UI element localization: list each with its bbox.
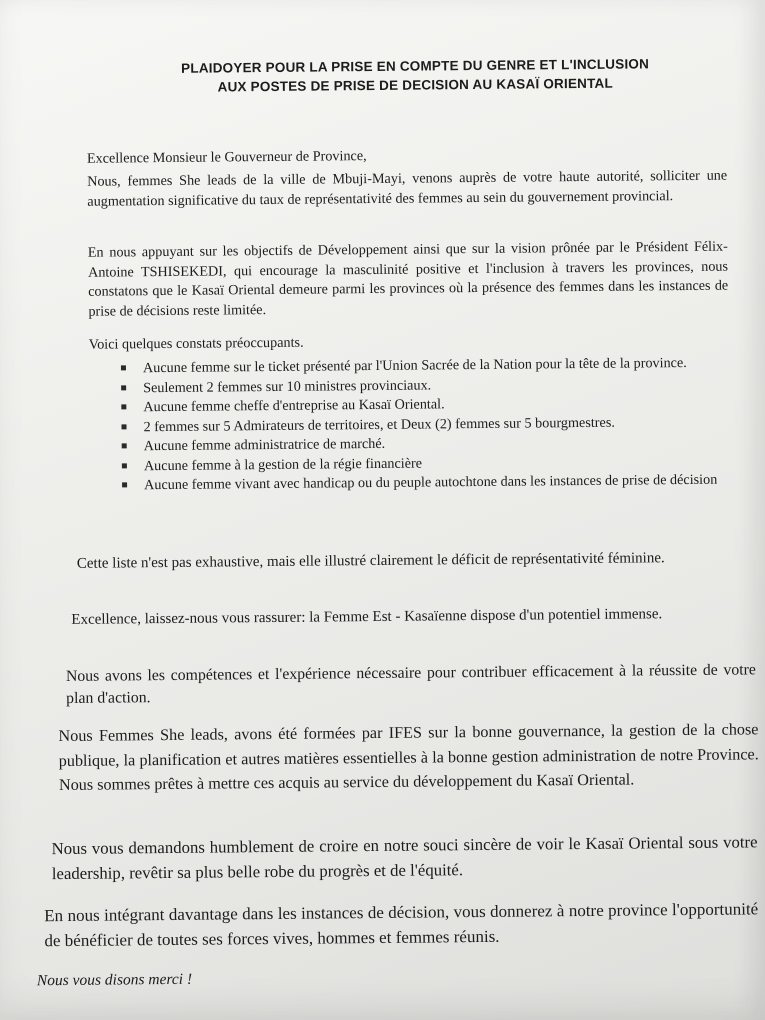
list-item: Aucune femme sur le ticket présenté par l'Union Sacrée de la Nation pour la tête de la province. — [121, 354, 731, 379]
paragraph-integration: En nous intégrant davantage dans les instances de décision, vous donnerez à notre province l'opportunité de bénéficier de toutes ses forces vives, hommes et femmes réunis. — [44, 899, 759, 951]
paragraph-competences: Nous avons les compétences et l'expérience nécessaire pour contribuer efficacement à la réussite de votre plan d'action. — [65, 661, 756, 707]
bullet-icon — [121, 404, 126, 409]
title-line-1: PLAIDOYER POUR LA PRISE EN COMPTE DU GENRE ET L'INCLUSION — [181, 56, 650, 76]
bullet-icon — [121, 385, 126, 390]
title-line-2: AUX POSTES DE PRISE DE DECISION AU KASAÏ ORIENTAL — [217, 75, 613, 95]
paragraph-not-exhaustive: Cette liste n'est pas exhaustive, mais elle illustré clairement le déficit de représentativité féminine. — [76, 550, 665, 572]
letter — [36, 53, 759, 990]
salutation: Excellence Monsieur le Gouverneur de Province, — [86, 148, 367, 167]
letter-title — [60, 53, 750, 98]
findings-list — [121, 354, 732, 496]
list-item: Aucune femme à la gestion de la régie financière — [122, 451, 732, 476]
list-item: 2 femmes sur 5 Admirateurs de territoires, et Deux (2) femmes sur 5 bourgmestres. — [121, 412, 731, 437]
paragraph-reassure: Excellence, laissez-nous vous rassurer: la Femme Est - Kasaïenne dispose d'un potentiel immense. — [71, 606, 663, 628]
paragraph-training: Nous Femmes She leads, avons été formées par IFES sur la bonne gouvernance, la gestion de la chose publique, la planification et autres matières essentielles à la bonne gestion administration de notre Province. Nous sommes prêtes à mettre ces acquis au service du développement du Kasaï Oriental. — [58, 720, 759, 795]
bullet-icon — [121, 365, 126, 370]
bullet-icon — [122, 443, 127, 448]
paragraph-request: Nous, femmes She leads de la ville de Mbuji-Mayi, venons auprès de votre haute autorité, solliciter une augmentation significative du taux de représentativité des femmes au sein du gouvernement provincial. — [87, 167, 728, 210]
bullet-icon — [121, 424, 126, 429]
closing-thanks: Nous vous disons merci ! — [36, 970, 193, 990]
list-item: Aucune femme cheffe d'entreprise au Kasaï Oriental. — [121, 393, 731, 418]
paragraph-request-belief: Nous vous demandons humblement de croire en notre souci sincère de voir le Kasaï Oriental sous votre leadership, revêtir sa plus belle robe du progrès et de l'équité. — [51, 832, 758, 884]
list-item: Aucune femme vivant avec handicap ou du peuple autochtone dans les instances de prise de décision — [122, 471, 732, 496]
paragraph-context: En nous appuyant sur les objectifs de Développement ainsi que sur la vision prônée par le Président Félix-Antoine TSHISEKEDI, qui encourage la masculinité positive et l'inclusion à travers les provinces, nous constatons que le Kasaï Oriental demeure parmi les provinces où la présence des femmes dans les instances de prise de décisions reste limitée. — [87, 238, 729, 320]
bullet-icon — [122, 463, 127, 468]
bullet-icon — [122, 482, 127, 487]
list-item: Seulement 2 femmes sur 10 ministres provinciaux. — [121, 373, 731, 398]
paragraph-findings-intro: Voici quelques constats préoccupants. — [88, 334, 304, 353]
list-item: Aucune femme administratrice de marché. — [122, 432, 732, 457]
